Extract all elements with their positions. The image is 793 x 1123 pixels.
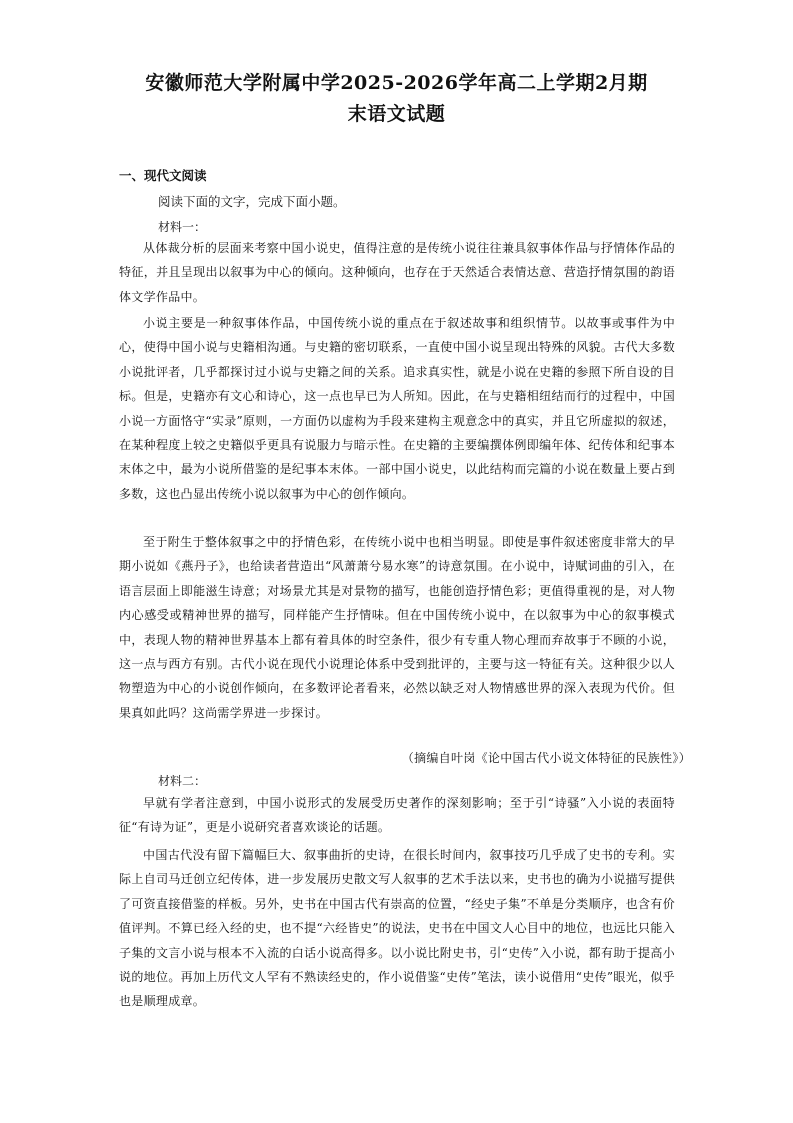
material-1-paragraph-3: 至于附生于整体叙事之中的抒情色彩，在传统小说中也相当明显。即使是事件叙述密度非常大的早期小说如《燕丹子》，也给读者营造出“风萧萧兮易水寒”的诗意氛围。在小说中，诗赋词曲的引入，在语言层面上即能滋生诗意；对场景尤其是对景物的描写，也能创造抒情色彩；更值得重视的是，对人物内心感受或精神世界的描写，同样能产生抒情味。但在中国传统小说中，在以叙事为中心的叙事模式中，表现人物的精神世界基本上都有着具体的时空条件，很少有专重人物心理而弃故事于不顾的小说，这一点与西方有别。古代小说在现代小说理论体系中受到批评的，主要与这一特征有关。这种很少以人物塑造为中心的小说创作倾向，在多数评论者看来，必然以缺乏对人物情感世界的深入表现为代价。但果真如此吗？这尚需学界进一步探讨。 xyxy=(119,535,675,720)
material-1-paragraph-1: 从体裁分析的层面来考察中国小说史，值得注意的是传统小说往往兼具叙事体作品与抒情体作品的特征，并且呈现出以叙事为中心的倾向。这种倾向，也存在于天然适合表情达意、营造抒情氛围的韵语体文学作品中。 xyxy=(119,241,675,304)
material-1-source: （摘编自叶岗《论中国古代小说文体特征的民族性》） xyxy=(401,751,691,765)
material-1-paragraph-2: 小说主要是一种叙事体作品，中国传统小说的重点在于叙述故事和组织情节。以故事或事件为中心，使得中国小说与史籍相沟通。与史籍的密切联系，一直使中国小说呈现出特殊的风貌。古代大多数小说批评者，几乎都探讨过小说与史籍之间的关系。追求真实性，就是小说在史籍的参照下所自设的目标。但是，史籍亦有文心和诗心，这一点也早已为人所知。因此，在与史籍相纽结而行的过程中，中国小说一方面恪守“实录”原则，一方面仍以虚构为手段来建构主观意念中的真实，并且它所虚拟的叙述，在某种程度上较之史籍似乎更具有说服力与暗示性。在史籍的主要编撰体例即编年体、纪传体和纪事本末体之中，最为小说所借鉴的是纪事本末体。一部中国小说史，以此结构而完篇的小说在数量上要占到多数，这也凸显出传统小说以叙事为中心的创作倾向。 xyxy=(119,316,675,501)
document-title-line-1: 安徽师范大学附属中学2025-2026学年高二上学期2月期 xyxy=(145,72,648,94)
material-2-paragraph-2: 中国古代没有留下篇幅巨大、叙事曲折的史诗，在很长时间内，叙事技巧几乎成了史书的专利。实际上自司马迁创立纪传体，进一步发展历史散文写人叙事的艺术手法以来，史书也的确为小说描写提供了可资直接借鉴的样板。另外，史书在中国古代有崇高的位置，“经史子集”不单是分类顺序，也含有价值评判。不算已经入经的史，也不提“六经皆史”的说法，史书在中国文人心目中的地位，也远比只能入子集的文言小说与根本不入流的白话小说高得多。以小说比附史书，引“史传”入小说，都有助于提高小说的地位。再加上历代文人罕有不熟读经史的，作小说借鉴“史传”笔法，读小说借用“史传”眼光，似乎也是顺理成章。 xyxy=(119,848,675,1009)
material-1-label: 材料一： xyxy=(158,220,207,234)
section-heading: 一、现代文阅读 xyxy=(119,168,207,183)
document-title-line-2: 末语文试题 xyxy=(347,103,446,125)
reading-instruction: 阅读下面的文字，完成下面小题。 xyxy=(158,194,346,209)
material-2-paragraph-1: 早就有学者注意到，中国小说形式的发展受历史著作的深刻影响；至于引“诗骚”入小说的表面特征“有诗为证”，更是小说研究者喜欢谈论的话题。 xyxy=(119,796,675,835)
material-2-label: 材料二： xyxy=(158,774,207,788)
